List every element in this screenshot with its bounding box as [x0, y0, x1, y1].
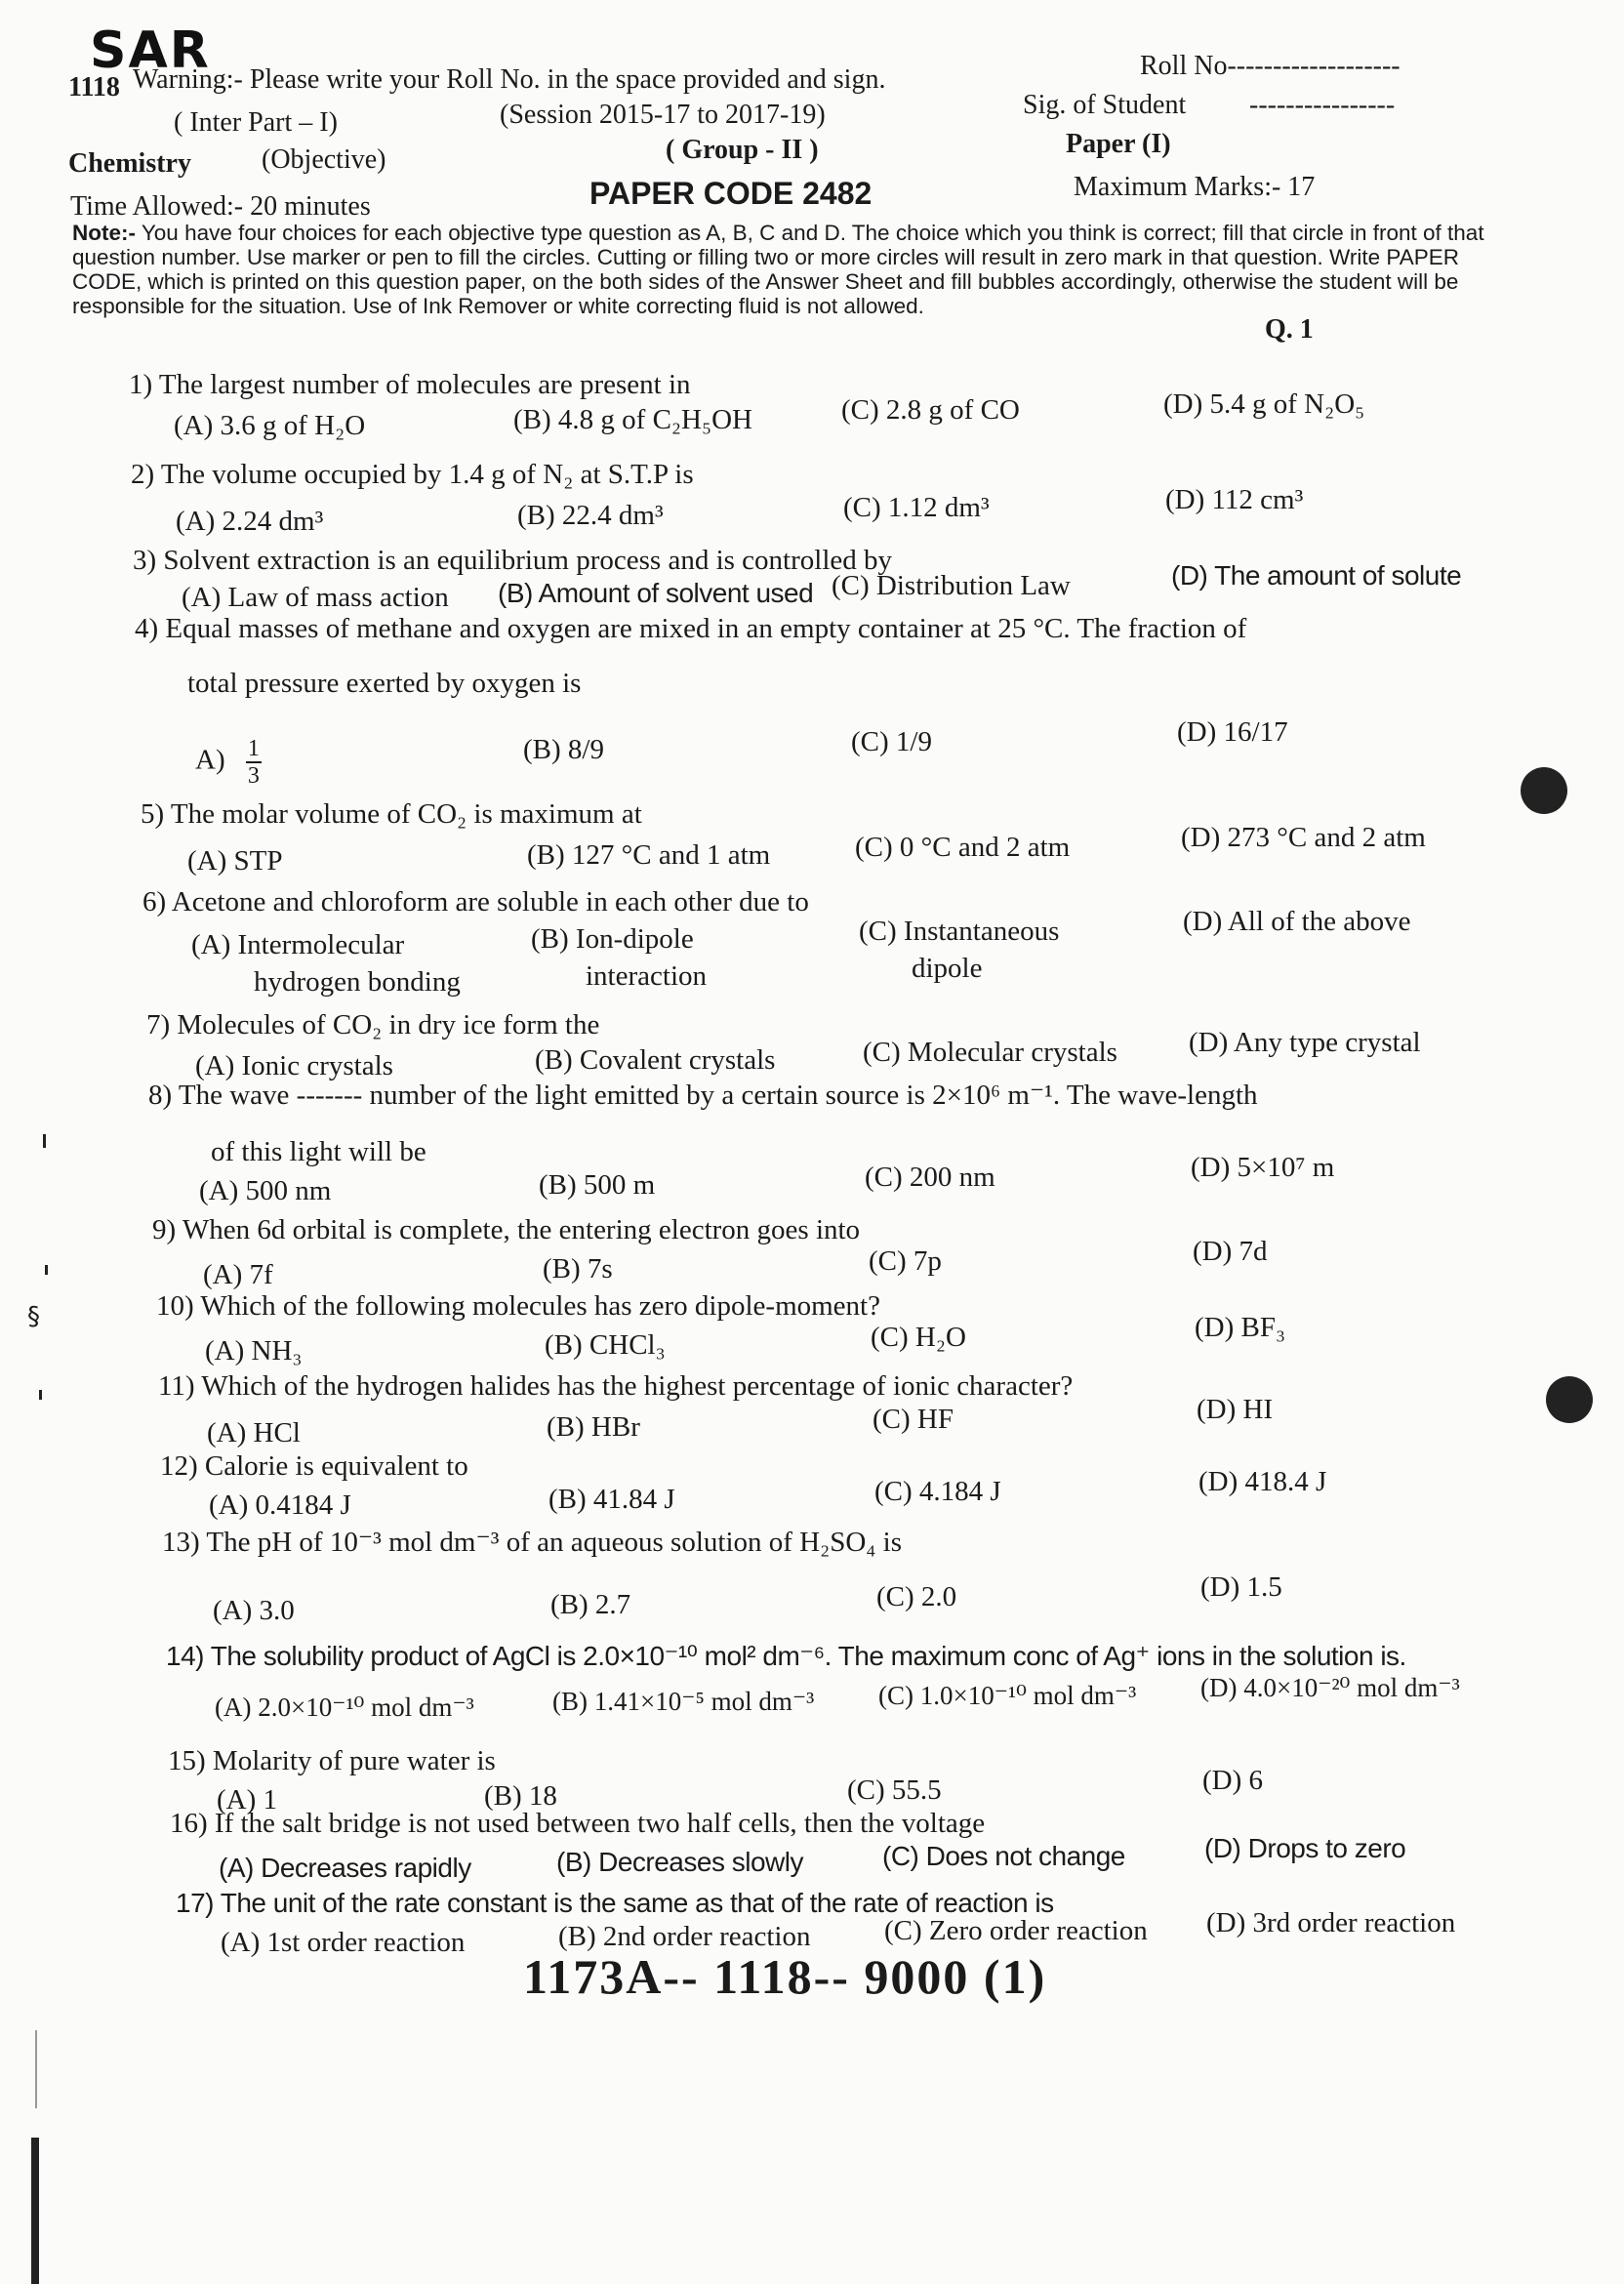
warning-text: Warning:- Please write your Roll No. in the space provided and sign. [133, 64, 886, 95]
question-1: 1) The largest number of molecules are present in [129, 369, 691, 400]
binding-edge [31, 2138, 39, 2284]
q5-option-c[interactable]: (C) 0 °C and 2 atm [855, 832, 1071, 863]
margin-tick-3 [39, 1390, 42, 1400]
question-8-continued: of this light will be [211, 1136, 426, 1167]
q16-option-d[interactable]: (D) Drops to zero [1204, 1833, 1406, 1863]
q12-option-a[interactable]: (A) 0.4184 J [209, 1489, 351, 1521]
q3-option-b[interactable]: (B) Amount of solvent used [498, 578, 814, 608]
q12-option-b[interactable]: (B) 41.84 J [548, 1484, 675, 1515]
q13-option-b[interactable]: (B) 2.7 [550, 1589, 631, 1620]
q1-option-a[interactable]: (A) 3.6 g of H₂O [174, 410, 366, 441]
paper-number: 1118 [68, 72, 120, 102]
q15-option-b[interactable]: (B) 18 [484, 1780, 557, 1812]
footer-code: 1173A-- 1118-- 9000 (1) [523, 1949, 1047, 2004]
signature-field[interactable]: ---------------- [1249, 90, 1396, 120]
question-4: 4) Equal masses of methane and oxygen are mixed in an empty container at 25 °C. The fraction of [135, 613, 1247, 644]
question-9: 9) When 6d orbital is complete, the entering electron goes into [152, 1214, 861, 1245]
question-2: 2) The volume occupied by 1.4 g of N₂ at S.T.P is [131, 459, 694, 490]
margin-tick-2 [45, 1265, 48, 1275]
q12-option-d[interactable]: (D) 418.4 J [1198, 1466, 1327, 1497]
q11-option-c[interactable]: (C) HF [873, 1404, 954, 1435]
q13-option-a[interactable]: (A) 3.0 [213, 1595, 295, 1626]
q2-option-b[interactable]: (B) 22.4 dm³ [517, 500, 664, 531]
q5-option-d[interactable]: (D) 273 °C and 2 atm [1181, 822, 1426, 853]
q9-option-b[interactable]: (B) 7s [543, 1253, 613, 1285]
q7-option-a[interactable]: (A) Ionic crystals [195, 1050, 393, 1081]
q3-option-a[interactable]: (A) Law of mass action [182, 582, 449, 613]
q11-option-d[interactable]: (D) HI [1197, 1394, 1274, 1425]
inter-part: ( Inter Part – I) [174, 107, 338, 138]
question-label: Q. 1 [1265, 314, 1314, 345]
q4-option-d[interactable]: (D) 16/17 [1177, 716, 1288, 748]
paper-number-label: Paper (I) [1066, 129, 1171, 159]
punch-hole-top [1521, 767, 1567, 814]
q12-option-c[interactable]: (C) 4.184 J [874, 1476, 1001, 1507]
q8-option-a[interactable]: (A) 500 nm [199, 1175, 332, 1206]
question-16: 16) If the salt bridge is not used between two half cells, then the voltage [170, 1808, 986, 1839]
q16-option-b[interactable]: (B) Decreases slowly [556, 1847, 803, 1877]
question-4-continued: total pressure exerted by oxygen is [187, 668, 582, 699]
q9-option-c[interactable]: (C) 7p [869, 1245, 942, 1277]
signature-label: Sig. of Student [1023, 90, 1187, 120]
q1-option-b[interactable]: (B) 4.8 g of C₂H₅OH [513, 404, 752, 435]
q4-option-a-denominator: 3 [247, 763, 260, 789]
q1-option-c[interactable]: (C) 2.8 g of CO [841, 394, 1020, 426]
roll-number-field[interactable]: Roll No------------------- [1140, 51, 1401, 81]
question-7: 7) Molecules of CO₂ in dry ice form the [146, 1009, 600, 1040]
q7-option-c[interactable]: (C) Molecular crystals [863, 1037, 1117, 1068]
q10-option-c[interactable]: (C) H₂O [871, 1322, 966, 1353]
q4-option-b[interactable]: (B) 8/9 [523, 734, 604, 765]
handwritten-initials: SAR [90, 21, 211, 80]
note-label: Note:- [72, 221, 136, 245]
q9-option-a[interactable]: (A) 7f [203, 1259, 273, 1290]
q5-option-a[interactable]: (A) STP [187, 845, 283, 877]
q2-option-d[interactable]: (D) 112 cm³ [1165, 484, 1304, 515]
q8-option-c[interactable]: (C) 200 nm [865, 1162, 995, 1193]
q13-option-c[interactable]: (C) 2.0 [876, 1581, 957, 1612]
note-text: You have four choices for each objective type question as A, B, C and D. The choice which you think is correct; fill that circle in front of that question number. Use marker or pen to fill the circles. Cutting or filling two or more circles will result in zero mark in that question. Write PAPER CODE, which is printed on this question paper, on the both sides of the Answer Sheet and fill bubbles accordingly, otherwise the student will be responsible for the situation. Use of Ink Remover or white correcting fluid is not allowed. [72, 221, 1484, 318]
q6-option-d[interactable]: (D) All of the above [1183, 906, 1411, 937]
q4-option-a-label: A) [195, 744, 225, 776]
instructions-note [72, 221, 1489, 318]
subject: Chemistry [68, 148, 191, 179]
q14-option-b[interactable]: (B) 1.41×10⁻⁵ mol dm⁻³ [552, 1687, 815, 1716]
q8-option-b[interactable]: (B) 500 m [539, 1169, 656, 1201]
session: (Session 2015-17 to 2017-19) [500, 100, 826, 130]
q1-option-d[interactable]: (D) 5.4 g of N₂O₅ [1163, 388, 1365, 420]
q6-option-c[interactable]: (C) Instantaneous [859, 916, 1060, 947]
q6-option-b[interactable]: (B) Ion-dipole [531, 923, 694, 955]
q4-option-a-fraction [246, 736, 262, 789]
question-15: 15) Molarity of pure water is [168, 1745, 496, 1776]
q17-option-d[interactable]: (D) 3rd order reaction [1206, 1907, 1456, 1938]
margin-tick-1 [43, 1134, 46, 1148]
q14-option-a[interactable]: (A) 2.0×10⁻¹⁰ mol dm⁻³ [215, 1693, 474, 1722]
question-11: 11) Which of the hydrogen halides has the highest percentage of ionic character? [158, 1370, 1074, 1402]
q16-option-c[interactable]: (C) Does not change [882, 1841, 1125, 1871]
q4-option-c[interactable]: (C) 1/9 [851, 726, 932, 757]
q14-option-d[interactable]: (D) 4.0×10⁻²⁰ mol dm⁻³ [1200, 1673, 1460, 1702]
question-8: 8) The wave ------- number of the light emitted by a certain source is 2×10⁶ m⁻¹. The wave-length [148, 1080, 1258, 1111]
q17-option-c[interactable]: (C) Zero order reaction [884, 1915, 1148, 1946]
max-marks: Maximum Marks:- 17 [1074, 172, 1316, 202]
q7-option-b[interactable]: (B) Covalent crystals [535, 1044, 776, 1076]
q10-option-b[interactable]: (B) CHCl₃ [545, 1329, 666, 1361]
question-13: 13) The pH of 10⁻³ mol dm⁻³ of an aqueous solution of H₂SO₄ is [162, 1527, 902, 1558]
punch-hole-bottom [1546, 1376, 1593, 1423]
q3-option-d[interactable]: (D) The amount of solute [1171, 560, 1462, 591]
q10-option-a[interactable]: (A) NH₃ [205, 1335, 303, 1366]
paper-code: PAPER CODE 2482 [589, 176, 873, 211]
question-12: 12) Calorie is equivalent to [160, 1450, 468, 1482]
q7-option-d[interactable]: (D) Any type crystal [1189, 1027, 1421, 1058]
q2-option-c[interactable]: (C) 1.12 dm³ [843, 492, 990, 523]
question-3: 3) Solvent extraction is an equilibrium process and is controlled by [133, 545, 893, 576]
question-17: 17) The unit of the rate constant is the same as that of the rate of reaction is [176, 1888, 1054, 1918]
q17-option-a[interactable]: (A) 1st order reaction [221, 1927, 466, 1958]
q15-option-a[interactable]: (A) 1 [217, 1784, 278, 1815]
question-6: 6) Acetone and chloroform are soluble in each other due to [142, 886, 809, 918]
q15-option-c[interactable]: (C) 55.5 [847, 1774, 942, 1806]
margin-mark: § [27, 1302, 40, 1331]
q6-option-a-line2: hydrogen bonding [254, 966, 461, 998]
margin-line [35, 2030, 37, 2108]
q11-option-a[interactable]: (A) HCl [207, 1417, 301, 1448]
q5-option-b[interactable]: (B) 127 °C and 1 atm [527, 839, 771, 871]
question-5: 5) The molar volume of CO₂ is maximum at [141, 798, 642, 830]
q14-option-c[interactable]: (C) 1.0×10⁻¹⁰ mol dm⁻³ [878, 1681, 1137, 1710]
q4-option-a-numerator: 1 [247, 736, 260, 761]
group: ( Group - II ) [666, 135, 819, 165]
q15-option-d[interactable]: (D) 6 [1202, 1765, 1264, 1796]
question-14: 14) The solubility product of AgCl is 2.0×10⁻¹⁰ mol² dm⁻⁶. The maximum conc of Ag⁺ ions in the solution is. [166, 1641, 1406, 1671]
question-10: 10) Which of the following molecules has zero dipole-moment? [156, 1290, 880, 1322]
q3-option-c[interactable]: (C) Distribution Law [832, 570, 1071, 601]
q6-option-c-line2: dipole [912, 953, 983, 984]
q8-option-d[interactable]: (D) 5×10⁷ m [1191, 1152, 1335, 1183]
time-allowed: Time Allowed:- 20 minutes [70, 191, 371, 222]
q13-option-d[interactable]: (D) 1.5 [1200, 1571, 1282, 1603]
paper-type: (Objective) [262, 144, 386, 175]
q6-option-a[interactable]: (A) Intermolecular [191, 929, 405, 960]
q11-option-b[interactable]: (B) HBr [547, 1411, 640, 1443]
q6-option-b-line2: interaction [586, 960, 708, 992]
q9-option-d[interactable]: (D) 7d [1193, 1236, 1268, 1267]
q16-option-a[interactable]: (A) Decreases rapidly [219, 1853, 471, 1883]
q2-option-a[interactable]: (A) 2.24 dm³ [176, 506, 324, 537]
q4-option-a[interactable] [195, 736, 262, 789]
q10-option-d[interactable]: (D) BF₃ [1195, 1312, 1286, 1343]
q17-option-b[interactable]: (B) 2nd order reaction [558, 1921, 811, 1952]
